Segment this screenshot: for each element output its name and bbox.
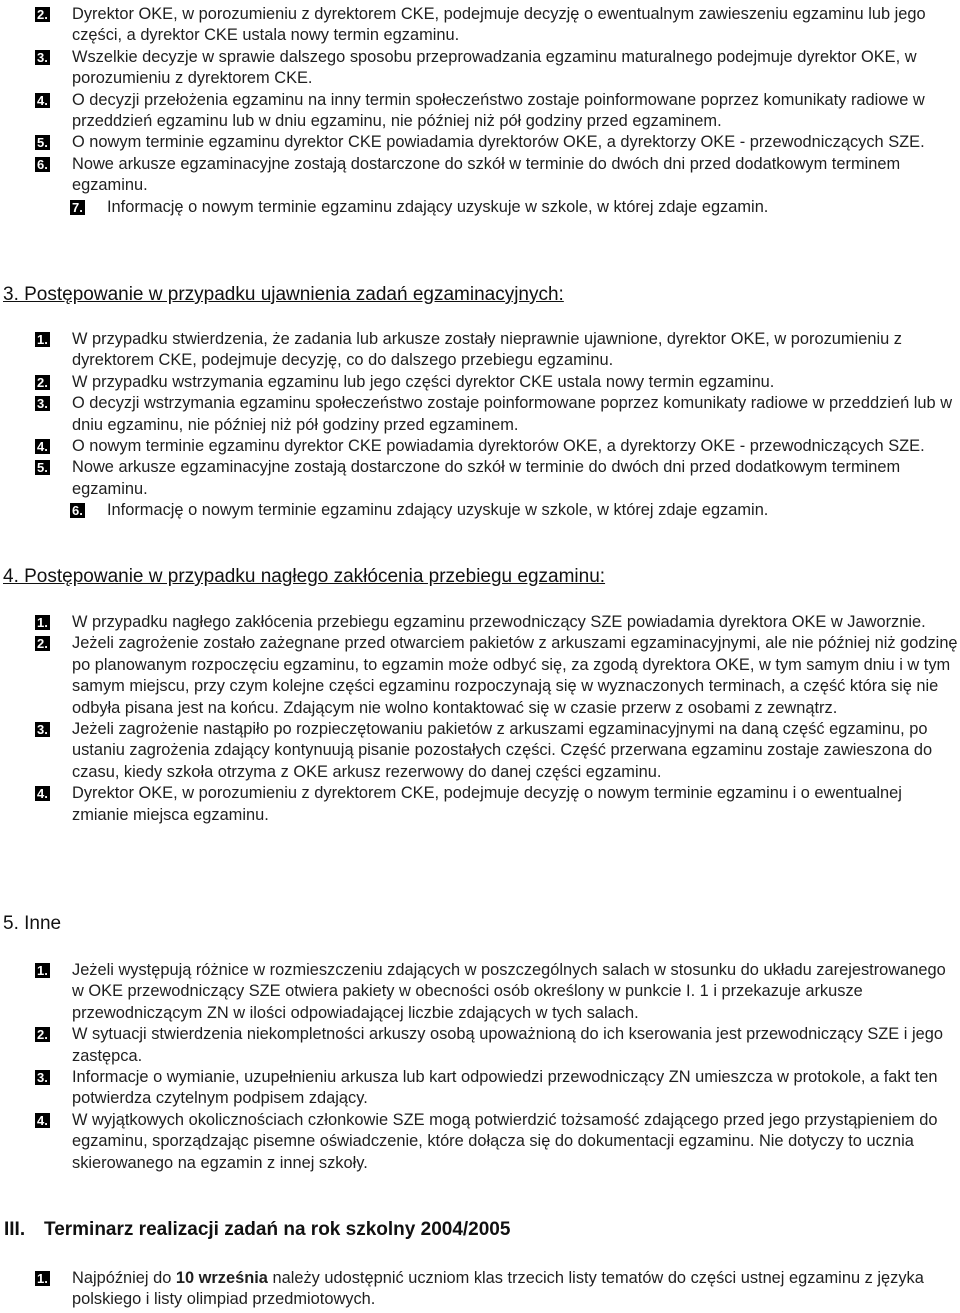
item-text: O decyzji przełożenia egzaminu na inny termin społeczeństwo zostaje poinformowane poprzez komunikaty radiowe w przeddzień egzaminu lub w dniu egzaminu, nie później niż pół godziny przed egzaminem. bbox=[72, 90, 925, 131]
item-number: 1. bbox=[37, 332, 48, 347]
list-item bbox=[0, 719, 960, 783]
item-text-before: Najpóźniej do bbox=[72, 1269, 176, 1287]
list-item bbox=[0, 132, 960, 153]
item-text: W przypadku stwierdzenia, że zadania lub arkusze zostały nieprawnie ujawnione, dyrektor OKE, w porozumieniu z dyrektorem CKE, podejmuje decyzję, co do dalszego przebiegu egzaminu. bbox=[72, 330, 902, 370]
item-text: Informację o nowym terminie egzaminu zdający uzyskuje w szkole, w której zdaje egzamin. bbox=[107, 501, 769, 520]
top-list bbox=[0, 4, 960, 218]
section-5-heading: 5. Inne bbox=[3, 913, 62, 934]
item-text: Dyrektor OKE, w porozumieniu z dyrektorem CKE, podejmuje decyzję o nowym terminie egzaminu i o ewentualnej zmianie miejsca egzaminu. bbox=[72, 784, 902, 824]
item-number: 6. bbox=[72, 503, 83, 519]
item-number: 2. bbox=[37, 636, 48, 652]
list-item bbox=[0, 4, 960, 47]
section-5-list bbox=[0, 960, 960, 1174]
chapter-title: Terminarz realizacji zadań na rok szkolny 2004/2005 bbox=[44, 1219, 511, 1240]
item-number: 1. bbox=[37, 1271, 48, 1286]
item-number: 4. bbox=[37, 1112, 48, 1128]
list-item bbox=[0, 436, 960, 457]
item-number: 2. bbox=[37, 1027, 48, 1043]
item-number: 3. bbox=[37, 49, 48, 65]
item-text: O nowym terminie egzaminu dyrektor CKE powiadamia dyrektorów OKE, a dyrektorzy OKE - przewodniczących SZE. bbox=[72, 133, 925, 152]
item-number: 5. bbox=[37, 135, 48, 151]
item-number: 3. bbox=[37, 722, 48, 738]
list-item bbox=[0, 154, 960, 197]
item-text: W przypadku wstrzymania egzaminu lub jego części dyrektor CKE ustala nowy termin egzaminu. bbox=[72, 372, 775, 391]
list-item bbox=[0, 197, 960, 218]
item-text: Informacje o wymianie, uzupełnieniu arkusza lub kart odpowiedzi przewodniczący ZN umieszcza w protokole, a fakt ten potwierdza czytelnym podpisem zdający. bbox=[72, 1068, 938, 1108]
item-text-bold: 10 września bbox=[175, 1269, 268, 1287]
item-number: 2. bbox=[37, 7, 48, 22]
list-item bbox=[0, 47, 960, 90]
list-item bbox=[0, 960, 960, 1024]
item-number: 6. bbox=[37, 156, 48, 172]
item-text: W przypadku nagłego zakłócenia przebiegu egzaminu przewodniczący SZE powiadamia dyrektora OKE w Jaworznie. bbox=[72, 613, 926, 631]
list-item bbox=[0, 457, 960, 500]
list-item bbox=[0, 1268, 960, 1311]
item-number: 4. bbox=[37, 786, 48, 802]
list-item bbox=[0, 90, 960, 133]
list-item bbox=[0, 500, 960, 521]
chapter-iii-heading bbox=[4, 1219, 510, 1241]
item-text: O decyzji wstrzymania egzaminu społeczeństwo zostaje poinformowane poprzez komunikaty radiowe w przeddzień lub w dniu egzaminu, nie później niż pół godziny przed egzaminem. bbox=[72, 394, 953, 434]
item-number: 3. bbox=[37, 1070, 48, 1086]
list-item bbox=[0, 329, 960, 372]
item-text: Jeżeli występują różnice w rozmieszczeniu zdających w poszczególnych salach w stosunku do układu zarejestrowanego w OKE przewodniczący SZE otwiera pakiety w obecności osób określony w punkcie I. 1 i przekazuje arkusze przewodniczącym ZN w ilości odpowiadającej liczbie zdających w tych salach. bbox=[72, 961, 946, 1022]
list-item bbox=[0, 783, 960, 826]
item-text: Wszelkie decyzje w sprawie dalszego sposobu przeprowadzania egzaminu maturalnego podejmuje dyrektor OKE, w porozumieniu z dyrektorem CKE. bbox=[72, 47, 917, 88]
item-text: Nowe arkusze egzaminacyjne zostają dostarczone do szkół w terminie do dwóch dni przed dodatkowym terminem egzaminu. bbox=[72, 154, 901, 195]
item-text: W wyjątkowych okolicznościach członkowie SZE mogą potwierdzić tożsamość zdającego przed jego przystąpieniem do egzaminu, sporządzając pisemne oświadczenie, które dołącza się do dokumentacji egzaminu. Nie dotyczy to ucznia skierowanego na egzamin z innej szkoły. bbox=[72, 1110, 938, 1172]
item-text: Nowe arkusze egzaminacyjne zostają dostarczone do szkół w terminie do dwóch dni przed dodatkowym terminem egzaminu. bbox=[72, 458, 901, 498]
item-text: W sytuacji stwierdzenia niekompletności arkuszy osobą upoważnioną do ich kserowania jest przewodniczący SZE i jego zastępca. bbox=[72, 1025, 943, 1065]
chapter-iii-list bbox=[0, 1268, 960, 1311]
list-item bbox=[0, 1024, 960, 1067]
list-item bbox=[0, 372, 960, 393]
list-item bbox=[0, 393, 960, 436]
item-number: 1. bbox=[37, 963, 48, 978]
section-3-list bbox=[0, 329, 960, 522]
item-number: 4. bbox=[37, 92, 48, 108]
item-text: O nowym terminie egzaminu dyrektor CKE powiadamia dyrektorów OKE, a dyrektorzy OKE - przewodniczących SZE. bbox=[72, 437, 925, 456]
list-item bbox=[0, 612, 960, 633]
item-text: Jeżeli zagrożenie zostało zażegnane przed otwarciem pakietów z arkuszami egzaminacyjnymi, ale nie później niż godzinę po planowanym rozpoczęciu egzaminu, to egzamin może odbyć się, za zgodą dyrektora OKE, w tym samym dniu i w tym samym miejscu, przy czym kolejne części egzaminu rozpoczynają się w wyznaczonych terminach, a część która się nie odbyła pisana jest na końcu. Zdającym nie wolno kontaktować się w czasie przerw z osobami z zewnątrz. bbox=[72, 634, 958, 717]
item-number: 5. bbox=[37, 460, 48, 476]
list-item bbox=[0, 633, 960, 719]
item-number: 1. bbox=[37, 615, 48, 630]
item-number: 3. bbox=[37, 396, 48, 412]
chapter-number: III. bbox=[4, 1219, 26, 1240]
list-item bbox=[0, 1110, 960, 1174]
item-text-after: należy udostępnić uczniom klas trzecich listy tematów do części ustnej egzaminu z języka polskiego i listy olimpiad przedmiotowych. bbox=[72, 1269, 924, 1309]
item-text: Dyrektor OKE, w porozumieniu z dyrektorem CKE, podejmuje decyzję o ewentualnym zawieszeniu egzaminu lub jego części, a dyrektor CKE ustala nowy termin egzaminu. bbox=[72, 5, 926, 45]
section-4-heading: 4. Postępowanie w przypadku nagłego zakłócenia przebiegu egzaminu: bbox=[3, 566, 606, 587]
item-number: 2. bbox=[37, 374, 48, 390]
item-text: Informację o nowym terminie egzaminu zdający uzyskuje w szkole, w której zdaje egzamin. bbox=[107, 197, 769, 216]
section-3-heading: 3. Postępowanie w przypadku ujawnienia zadań egzaminacyjnych: bbox=[3, 284, 564, 305]
list-item bbox=[0, 1067, 960, 1110]
section-4-list bbox=[0, 612, 960, 826]
item-text: Jeżeli zagrożenie nastąpiło po rozpieczętowaniu pakietów z arkuszami egzaminacyjnymi na daną część egzaminu, po ustaniu zagrożenia zdający kontynuują pisanie pozostałych części. Część przerwana egzaminu zostaje zawieszona do czasu, kiedy szkoła otrzyma z OKE arkusz rezerwowy do danej części egzaminu. bbox=[72, 720, 933, 781]
item-number: 7. bbox=[72, 199, 83, 215]
item-number: 4. bbox=[37, 439, 48, 455]
